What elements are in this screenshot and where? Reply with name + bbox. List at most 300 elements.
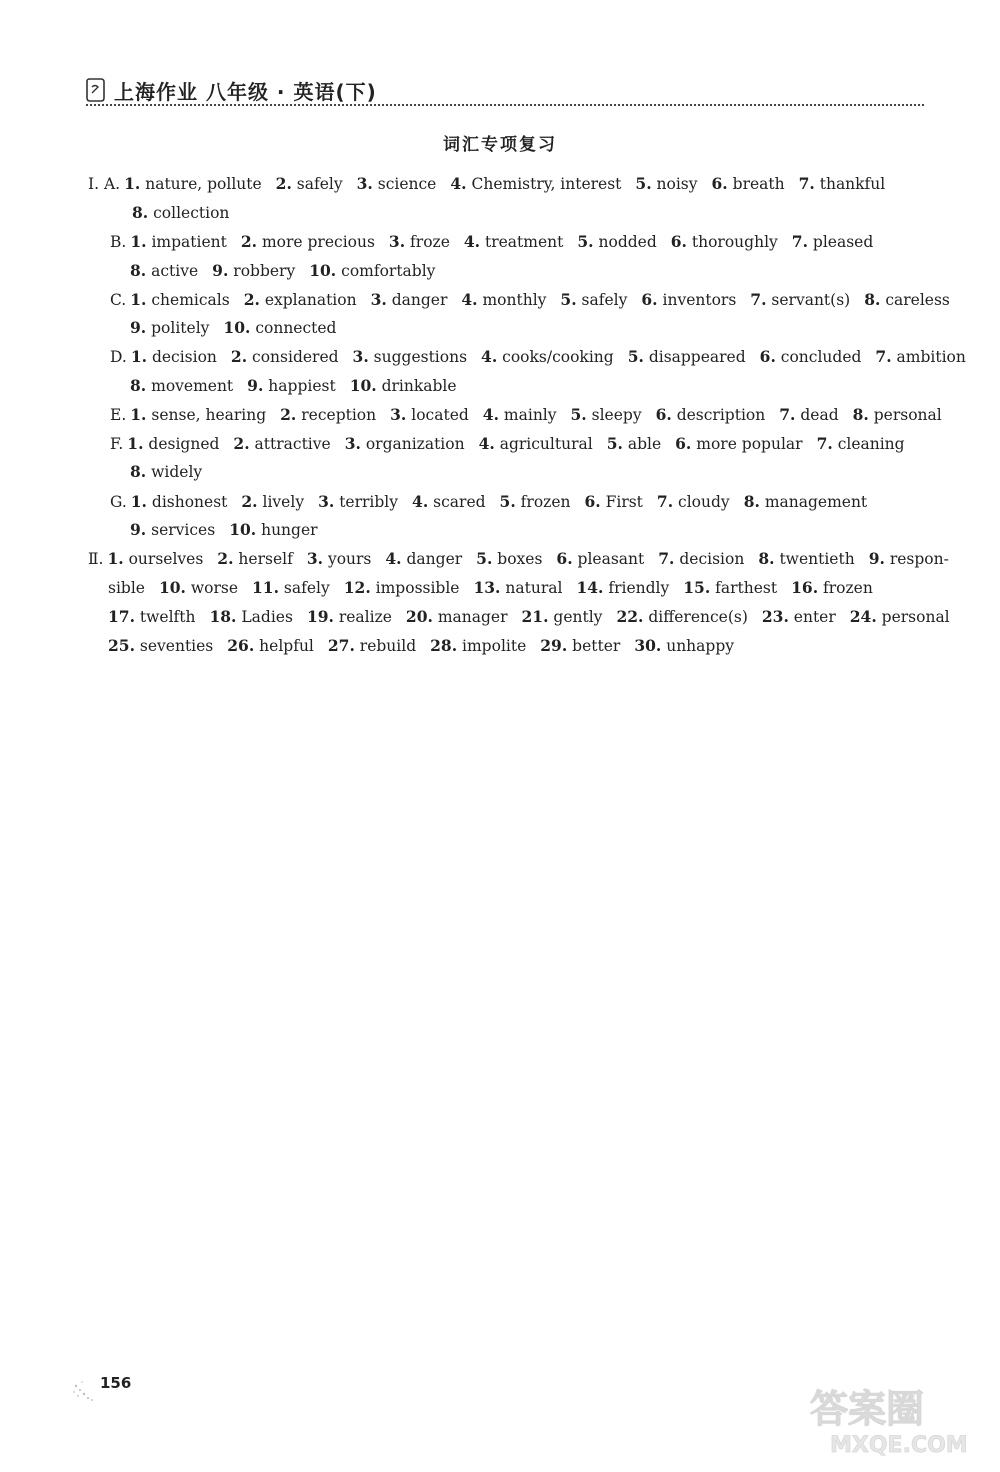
answer-text: Ladies	[241, 608, 293, 626]
answer-item	[307, 550, 372, 568]
answer-item	[247, 377, 336, 395]
section-label: C.	[110, 291, 127, 309]
answer-text: ourselves	[128, 550, 204, 568]
answer-item	[853, 406, 942, 424]
answer-number: 3.	[370, 290, 387, 309]
answer-number: 17.	[108, 607, 135, 626]
book-logo-icon	[84, 78, 106, 102]
answer-text: attractive	[254, 435, 331, 453]
answer-item	[328, 637, 416, 655]
answer-item	[671, 233, 778, 251]
answer-number: 2.	[241, 492, 258, 511]
answer-item	[791, 579, 873, 597]
answer-number: 6.	[675, 434, 692, 453]
answer-item	[229, 521, 317, 539]
answer-text: realize	[338, 608, 392, 626]
answer-text: disappeared	[648, 348, 746, 366]
watermark-top-text: 答案圈	[810, 1387, 925, 1431]
answer-text: drinkable	[381, 377, 457, 395]
answer-text: ambition	[896, 348, 966, 366]
answer-line	[108, 636, 748, 655]
answer-number: 19.	[306, 607, 334, 626]
answer-text: respon-	[889, 550, 949, 568]
answer-number: 10.	[309, 261, 337, 280]
answer-text: inventors	[662, 291, 737, 309]
answer-line	[110, 434, 919, 453]
answer-line	[110, 347, 980, 366]
answer-number: 2.	[217, 549, 234, 568]
answer-number: 6.	[641, 290, 658, 309]
answer-number: 5.	[476, 549, 493, 568]
answer-item	[108, 608, 195, 626]
answer-number: 14.	[576, 578, 604, 597]
section-title: 词汇专项复习	[443, 135, 557, 155]
answer-item	[107, 550, 203, 568]
answer-number: 8.	[852, 405, 869, 424]
answer-item	[233, 435, 330, 453]
answer-item	[628, 348, 746, 366]
answer-text: cloudy	[678, 493, 730, 511]
answer-number: 9.	[130, 520, 147, 539]
answer-number: 4.	[478, 434, 495, 453]
watermark-logo	[800, 1380, 990, 1460]
answer-item	[500, 493, 571, 511]
answer-item	[130, 521, 215, 539]
answer-text: thoroughly	[691, 233, 778, 251]
answer-item	[473, 579, 562, 597]
answer-number: 2.	[233, 434, 250, 453]
answer-number: 10.	[349, 376, 377, 395]
answer-line	[130, 520, 332, 539]
answer-item	[450, 175, 621, 193]
answer-item	[616, 608, 747, 626]
answer-item	[683, 579, 777, 597]
answer-item	[406, 608, 508, 626]
answer-number: 3.	[356, 174, 373, 193]
answer-text: chemicals	[151, 291, 230, 309]
answer-item	[479, 435, 593, 453]
answer-text: cooks/cooking	[502, 348, 614, 366]
answer-text: hunger	[261, 521, 318, 539]
answer-text: sleepy	[591, 406, 642, 424]
answer-item	[350, 377, 457, 395]
answer-item	[131, 493, 228, 511]
answer-text: agricultural	[499, 435, 593, 453]
answer-number: 5.	[635, 174, 652, 193]
answer-text: organization	[365, 435, 465, 453]
answer-text: description	[676, 406, 766, 424]
answer-number: 8.	[743, 492, 760, 511]
answer-item	[127, 435, 219, 453]
answer-line	[88, 174, 899, 193]
page-number: 156	[100, 1374, 132, 1392]
answer-text: yours	[327, 550, 372, 568]
answer-number: 5.	[560, 290, 577, 309]
answer-number: 13.	[473, 578, 501, 597]
answer-text: natural	[505, 579, 563, 597]
answer-item	[577, 233, 656, 251]
answer-item	[762, 608, 836, 626]
answer-item	[464, 233, 564, 251]
answer-item	[864, 291, 950, 309]
answer-text: difference(s)	[648, 608, 748, 626]
answer-item	[875, 348, 965, 366]
answer-number: 7.	[791, 232, 808, 251]
answer-line	[130, 462, 216, 481]
answer-line	[110, 405, 956, 424]
answer-item	[212, 262, 295, 280]
answer-text: monthly	[482, 291, 547, 309]
section-label: E.	[110, 406, 127, 424]
answer-text: located	[411, 406, 469, 424]
answer-number: 6.	[556, 549, 573, 568]
answer-number: 9.	[212, 261, 229, 280]
answer-item	[390, 406, 469, 424]
answer-item	[779, 406, 838, 424]
watermark-bottom-text: MXQE.COM	[830, 1433, 968, 1458]
answer-text: services	[151, 521, 216, 539]
answer-text: personal	[873, 406, 942, 424]
answer-number: 8.	[130, 462, 147, 481]
answer-text: dishonest	[151, 493, 228, 511]
answer-item	[353, 348, 468, 366]
answer-number: 7.	[656, 492, 674, 511]
answer-text: danger	[406, 550, 463, 568]
section-label: Ⅰ. A.	[88, 175, 121, 193]
answer-text: decision	[679, 550, 745, 568]
answer-number: 7.	[875, 347, 892, 366]
answer-item	[241, 233, 375, 251]
answer-text: comfortably	[341, 262, 436, 280]
answer-text: reception	[301, 406, 377, 424]
answer-number: 8.	[130, 376, 147, 395]
answer-item	[217, 550, 293, 568]
answer-number: 4.	[482, 405, 499, 424]
answer-item	[560, 291, 627, 309]
answer-text: better	[572, 637, 621, 655]
answer-item	[657, 493, 730, 511]
answer-text: nodded	[598, 233, 657, 251]
answer-item	[309, 262, 435, 280]
answer-number: 6.	[670, 232, 687, 251]
answer-line	[110, 290, 964, 309]
header-title: 上海作业 八年级 · 英语(下)	[114, 80, 377, 104]
answer-item	[658, 550, 744, 568]
answer-text: impatient	[151, 233, 227, 251]
answer-item	[357, 175, 437, 193]
section-label: D.	[110, 348, 127, 366]
answer-text: twelfth	[139, 608, 196, 626]
answer-item	[307, 608, 392, 626]
answer-number: 8.	[130, 261, 147, 280]
section-label: G.	[110, 493, 127, 511]
answer-text: safely	[296, 175, 343, 193]
answer-item	[276, 175, 343, 193]
answer-number: 3.	[352, 347, 369, 366]
answer-item	[371, 291, 448, 309]
answer-number: 1.	[130, 290, 147, 309]
answer-number: 3.	[344, 434, 361, 453]
answer-item	[252, 579, 330, 597]
answer-item	[750, 291, 850, 309]
answer-text: careless	[885, 291, 950, 309]
answer-number: 3.	[306, 549, 323, 568]
answer-number: 20.	[405, 607, 433, 626]
answer-text: collection	[153, 204, 230, 222]
answer-item	[571, 406, 642, 424]
answer-number: 1.	[107, 549, 124, 568]
answer-text: happiest	[268, 377, 336, 395]
answer-number: 24.	[849, 607, 877, 626]
answer-text: pleased	[812, 233, 874, 251]
answer-number: 16.	[791, 578, 819, 597]
answer-item	[556, 550, 644, 568]
answer-text: lively	[262, 493, 305, 511]
answer-item	[476, 550, 542, 568]
answer-item	[209, 608, 292, 626]
answer-number: 9.	[130, 318, 147, 337]
section-label: B.	[110, 233, 127, 251]
answer-text: mainly	[503, 406, 557, 424]
answer-number: 1.	[130, 492, 147, 511]
answer-text: danger	[391, 291, 448, 309]
answer-item	[522, 608, 603, 626]
answer-text: sible	[108, 579, 145, 597]
answer-number: 8.	[132, 203, 149, 222]
answer-item	[130, 319, 209, 337]
answer-text: worse	[190, 579, 239, 597]
answer-text: cleaning	[837, 435, 905, 453]
answer-number: 2.	[230, 347, 248, 366]
answer-text: Chemistry, interest	[471, 175, 622, 193]
answer-number: 4.	[385, 549, 402, 568]
answer-item	[850, 608, 950, 626]
answer-number: 29.	[540, 636, 568, 655]
answer-item	[799, 175, 886, 193]
answer-line	[110, 232, 887, 251]
answer-text: boxes	[497, 550, 543, 568]
answer-text: connected	[255, 319, 337, 337]
answer-line	[130, 376, 471, 395]
answer-text: breath	[732, 175, 785, 193]
section-label: Ⅱ.	[88, 550, 104, 568]
answer-item	[130, 406, 266, 424]
answer-text: pleasant	[577, 550, 645, 568]
answer-number: 2.	[243, 290, 260, 309]
answer-text: explanation	[264, 291, 357, 309]
header-dotted-rule	[86, 104, 924, 106]
answer-text: servant(s)	[771, 291, 851, 309]
answer-item	[231, 348, 339, 366]
answer-text: suggestions	[373, 348, 468, 366]
answer-text: politely	[151, 319, 210, 337]
answer-line	[108, 578, 887, 597]
answer-item	[540, 637, 620, 655]
answer-line	[108, 607, 964, 626]
answer-number: 2.	[240, 232, 258, 251]
answer-text: enter	[793, 608, 836, 626]
answer-item	[792, 233, 873, 251]
answer-item	[131, 348, 217, 366]
answer-item	[389, 233, 450, 251]
answer-item	[430, 637, 526, 655]
answer-text: froze	[410, 233, 450, 251]
answer-number: 3.	[318, 492, 335, 511]
answer-number: 7.	[658, 549, 675, 568]
answer-item	[130, 463, 202, 481]
answer-item	[412, 493, 486, 511]
answer-text: sense, hearing	[151, 406, 267, 424]
answer-number: 5.	[606, 434, 623, 453]
answer-item	[227, 637, 314, 655]
answer-text: nature, pollute	[145, 175, 262, 193]
answer-item	[607, 435, 661, 453]
answer-text: helpful	[259, 637, 314, 655]
answer-number: 30.	[634, 636, 662, 655]
answer-text: impolite	[462, 637, 527, 655]
answer-number: 23.	[761, 607, 789, 626]
answer-line	[130, 261, 449, 280]
answer-item	[656, 406, 766, 424]
answer-text: manager	[437, 608, 508, 626]
answer-item	[634, 637, 734, 655]
answer-number: 6.	[759, 347, 776, 366]
answer-item	[576, 579, 669, 597]
answer-text: able	[627, 435, 662, 453]
answer-line	[132, 203, 243, 222]
answer-number: 10.	[223, 318, 251, 337]
answer-item	[241, 493, 304, 511]
answer-item	[483, 406, 557, 424]
answer-number: 1.	[127, 434, 144, 453]
answer-text: widely	[151, 463, 203, 481]
answer-number: 3.	[388, 232, 406, 251]
answer-number: 22.	[616, 607, 644, 626]
answer-item	[108, 637, 213, 655]
answer-item	[159, 579, 238, 597]
answer-number: 7.	[779, 405, 796, 424]
answer-item	[223, 319, 336, 337]
answer-item	[758, 550, 854, 568]
answer-text: decision	[151, 348, 217, 366]
answer-number: 3.	[390, 405, 407, 424]
answer-number: 28.	[430, 636, 458, 655]
answer-item	[744, 493, 867, 511]
answer-number: 4.	[481, 347, 498, 366]
answer-text: impossible	[375, 579, 460, 597]
answer-item	[318, 493, 398, 511]
answer-item	[584, 493, 642, 511]
answer-number: 10.	[229, 520, 257, 539]
answer-text: movement	[151, 377, 234, 395]
answer-item	[280, 406, 376, 424]
answer-text: more precious	[261, 233, 375, 251]
answer-text: rebuild	[359, 637, 417, 655]
answer-number: 1.	[130, 347, 147, 366]
answer-number: 9.	[868, 549, 885, 568]
answer-item	[869, 550, 949, 568]
answer-number: 2.	[280, 405, 297, 424]
answer-text: active	[151, 262, 199, 280]
answer-item	[481, 348, 614, 366]
answer-number: 4.	[463, 232, 481, 251]
answer-text: friendly	[608, 579, 670, 597]
answer-number: 6.	[711, 174, 728, 193]
answer-text: twentieth	[779, 550, 855, 568]
answer-item	[345, 435, 465, 453]
answer-number: 5.	[499, 492, 516, 511]
answer-number: 8.	[864, 290, 881, 309]
answer-item	[675, 435, 802, 453]
answer-number: 26.	[227, 636, 255, 655]
answer-text: noisy	[656, 175, 698, 193]
answer-text: seventies	[139, 637, 214, 655]
answer-number: 6.	[655, 405, 672, 424]
answer-text: robbery	[233, 262, 296, 280]
answer-number: 1.	[130, 232, 147, 251]
answer-item	[344, 579, 460, 597]
answer-item	[132, 204, 229, 222]
answer-item	[385, 550, 462, 568]
answer-number: 5.	[570, 405, 587, 424]
answer-number: 8.	[758, 549, 775, 568]
answer-number: 5.	[627, 347, 644, 366]
answer-number: 12.	[343, 578, 371, 597]
answer-text: frozen	[823, 579, 873, 597]
answer-text: safely	[581, 291, 628, 309]
answer-number: 4.	[450, 174, 467, 193]
answer-text: considered	[252, 348, 339, 366]
answer-number: 15.	[683, 578, 711, 597]
answer-text: herself	[238, 550, 293, 568]
answer-text: more popular	[696, 435, 803, 453]
answer-text: frozen	[520, 493, 571, 511]
answer-line	[88, 549, 963, 568]
section-label: F.	[110, 435, 124, 453]
answer-line	[110, 492, 881, 511]
answer-number: 9.	[247, 376, 264, 395]
answer-item	[461, 291, 546, 309]
answer-number: 7.	[750, 290, 767, 309]
page-header	[84, 74, 924, 108]
answer-text: safely	[283, 579, 330, 597]
answer-item	[130, 233, 227, 251]
answer-item	[712, 175, 785, 193]
answer-item	[817, 435, 905, 453]
answer-number: 18.	[209, 607, 237, 626]
answer-item	[130, 291, 229, 309]
answer-number: 6.	[584, 492, 601, 511]
answer-item	[130, 262, 198, 280]
answer-number: 25.	[108, 636, 135, 655]
answer-number: 5.	[577, 232, 594, 251]
answer-text: personal	[881, 608, 950, 626]
answer-number: 7.	[798, 174, 815, 193]
answer-item	[635, 175, 697, 193]
answer-number: 4.	[461, 290, 478, 309]
answer-text: concluded	[780, 348, 862, 366]
answer-item	[124, 175, 262, 193]
answer-number: 1.	[130, 405, 147, 424]
answer-item	[760, 348, 862, 366]
answer-number: 21.	[521, 607, 549, 626]
answer-item	[641, 291, 736, 309]
answer-text: unhappy	[666, 637, 735, 655]
answer-text: dead	[800, 406, 839, 424]
answer-text: farthest	[715, 579, 778, 597]
answer-text: science	[377, 175, 437, 193]
answer-text: scared	[433, 493, 486, 511]
